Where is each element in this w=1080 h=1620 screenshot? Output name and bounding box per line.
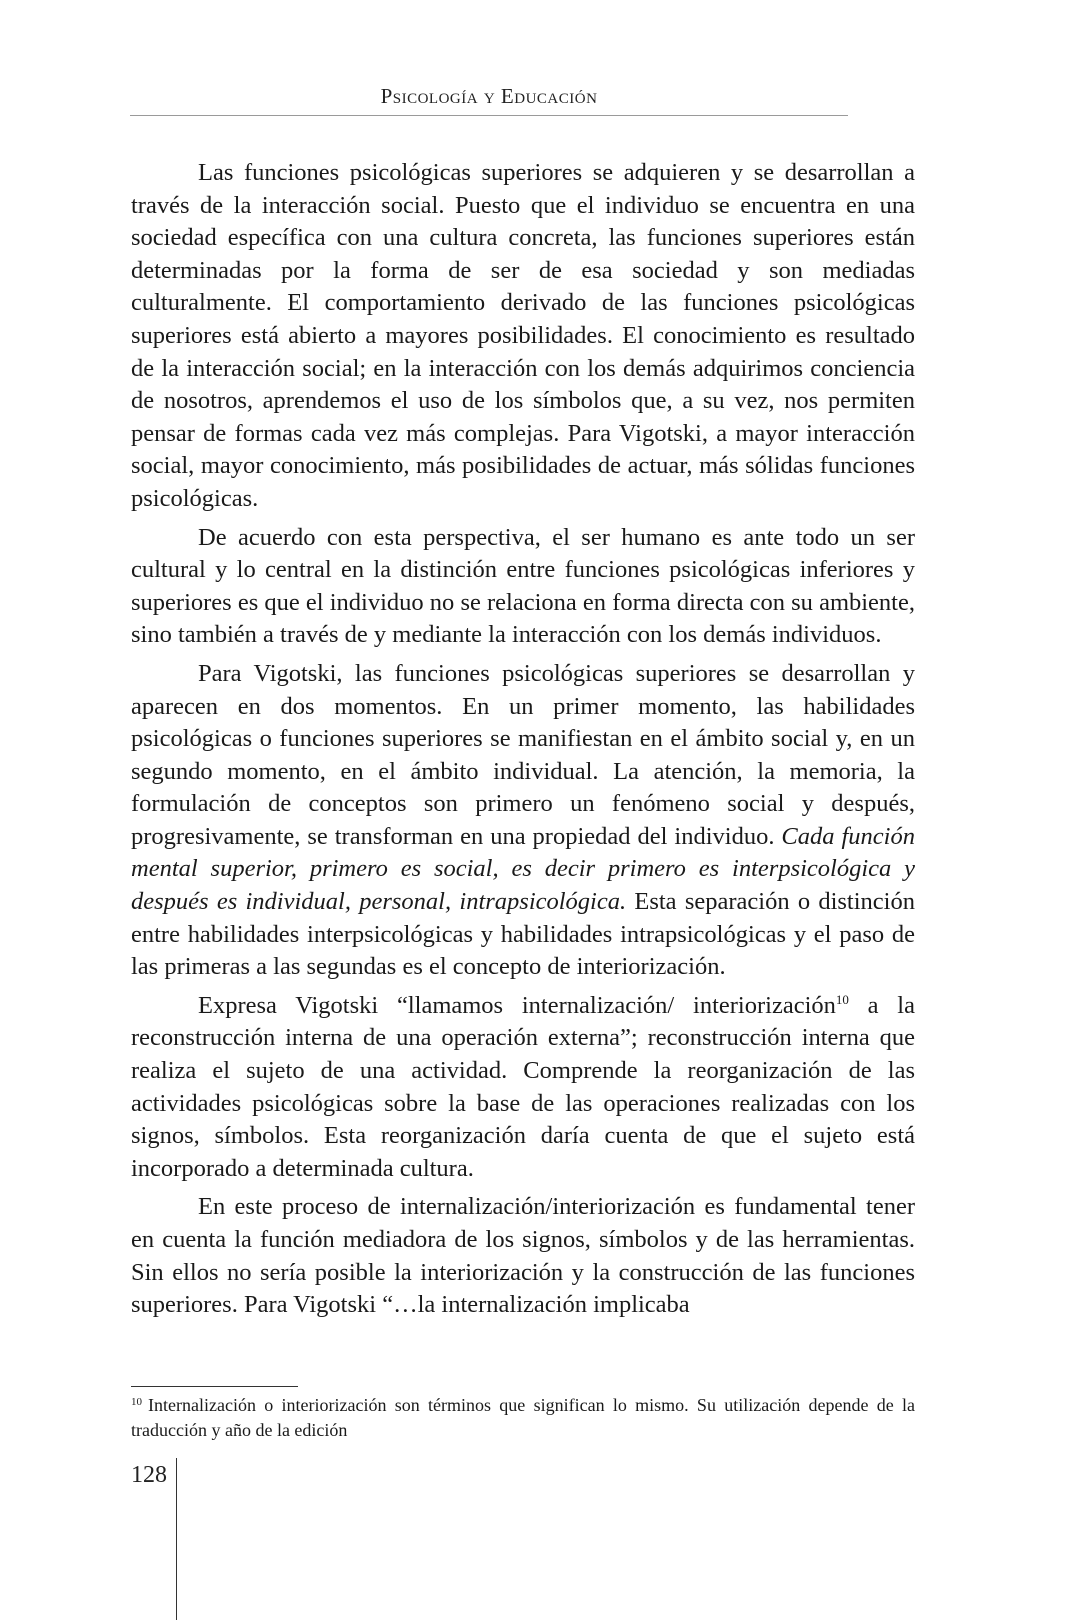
page-number: 128 bbox=[131, 1462, 167, 1488]
footnote-number: 10 bbox=[131, 1396, 142, 1408]
body-text bbox=[131, 157, 915, 1322]
header-divider bbox=[130, 115, 848, 116]
italic-quote: Cada función mental superior, primero es social, es decir primero es interpsicológica y después es individual, personal, intrapsicológica. bbox=[131, 822, 915, 916]
paragraph-3 bbox=[131, 658, 915, 984]
paragraph-1: Las funciones psicológicas superiores se adquieren y se desarrollan a través de la interacción social. Puesto que el individuo se encuentra en una sociedad específica con una cultura concreta, las funciones superiores están determinadas por la forma de ser de esa sociedad y son mediadas culturalmente. El comportamiento derivado de las funciones psicológicas superiores está abierto a mayores posibilidades. El conocimiento es resultado de la interacción social; en la interacción con los demás adquirimos conciencia de nosotros, aprendemos el uso de los símbolos que, a su vez, nos permiten pensar de formas cada vez más complejas. Para Vigotski, a mayor interacción social, mayor conocimiento, más posibilidades de actuar, más sólidas funciones psicológicas. bbox=[131, 159, 915, 512]
paragraph-3-tail: Esta separación o distinción entre habilidades interpsicológicas y habilidades intrapsicológicas y el paso de las primeras a las segundas es el concepto de interiorización. bbox=[131, 888, 915, 981]
running-head-title: Psicología y Educación bbox=[380, 84, 598, 108]
paragraph-2: De acuerdo con esta perspectiva, el ser humano es ante todo un ser cultural y lo central en la distinción entre funciones psicológicas inferiores y superiores es que el individuo no se relaciona en forma directa con su ambiente, sino también a través de y mediante la interacción con los demás individuos. bbox=[131, 523, 915, 649]
paragraph-4-tail: a la reconstrucción interna de una operación externa”; reconstrucción interna que realiza el sujeto de una actividad. Comprende la reorganización de las actividades psicológicas sobre la base de las operaciones realizadas con los signos, símbolos. Esta reorganización daría cuenta de que el sujeto está incorporado a determinada cultura. bbox=[131, 991, 915, 1182]
footnote-text: Internalización o interiorización son términos que significan lo mismo. Su utilización depende de la traducción y año de la edición bbox=[131, 1395, 915, 1440]
paragraph-4-lead: Expresa Vigotski “llamamos internalización/ interiorización bbox=[198, 991, 836, 1019]
paragraph-4 bbox=[131, 990, 915, 1186]
footnote-reference[interactable]: 10 bbox=[835, 991, 849, 1007]
footnote-10 bbox=[131, 1393, 915, 1443]
footnote-divider bbox=[131, 1386, 298, 1387]
page-number-rule bbox=[176, 1458, 177, 1620]
paragraph-3-lead: Para Vigotski, las funciones psicológicas superiores se desarrollan y aparecen en dos momentos. En un primer momento, las habilidades psicológicas o funciones superiores se manifiestan en el ámbito social y, en un segundo momento, en el ámbito individual. La atención, la memoria, la formulación de conceptos son primero un fenómeno social y después, progresivamente, se transforman en una propiedad del individuo. bbox=[131, 659, 915, 850]
paragraph-5: En este proceso de internalización/interiorización es fundamental tener en cuenta la función mediadora de los signos, símbolos y de las herramientas. Sin ellos no sería posible la interiorización y la construcción de las funciones superiores. Para Vigotski “…la internalización implicaba bbox=[131, 1193, 915, 1319]
